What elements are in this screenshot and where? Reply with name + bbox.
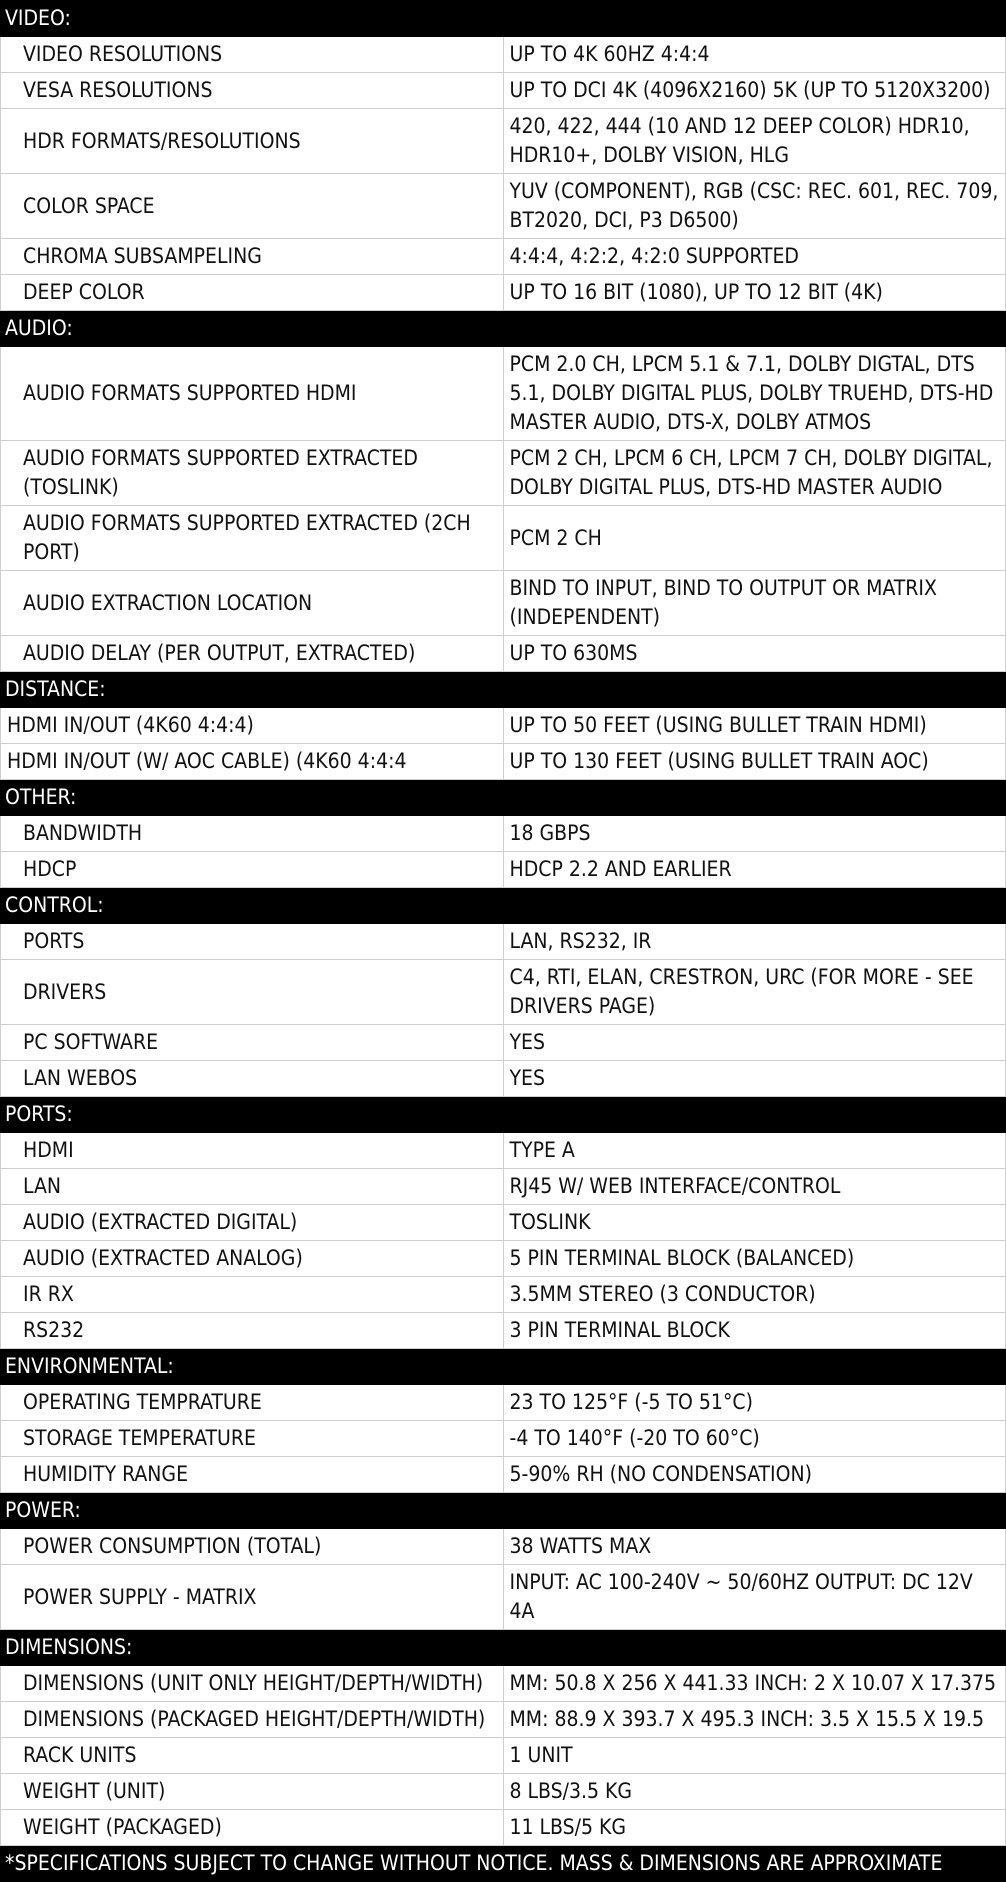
section-header [1, 780, 1006, 816]
spec-value: UP TO 4K 60HZ 4:4:4 [503, 37, 1006, 73]
spec-label: DIMENSIONS (UNIT ONLY HEIGHT/DEPTH/WIDTH) [1, 1666, 504, 1702]
spec-value: 3 PIN TERMINAL BLOCK [503, 1313, 1006, 1349]
section-header [1, 1349, 1006, 1385]
spec-value: TYPE A [503, 1133, 1006, 1169]
spec-label: PC SOFTWARE [1, 1025, 504, 1061]
spec-label: WEIGHT (UNIT) [1, 1774, 504, 1810]
spec-value: HDCP 2.2 AND EARLIER [503, 852, 1006, 888]
spec-row [1, 347, 1006, 441]
spec-row [1, 571, 1006, 636]
spec-value: PCM 2 CH [503, 506, 1006, 571]
spec-label: RS232 [1, 1313, 504, 1349]
spec-row [1, 1133, 1006, 1169]
spec-value: 23 TO 125°F (-5 TO 51°C) [503, 1385, 1006, 1421]
section-title: ENVIRONMENTAL: [1, 1349, 1006, 1385]
spec-row [1, 1565, 1006, 1630]
spec-label: COLOR SPACE [1, 174, 504, 239]
spec-row [1, 1385, 1006, 1421]
spec-label: PORTS [1, 924, 504, 960]
spec-value: UP TO 50 FEET (USING BULLET TRAIN HDMI) [503, 708, 1006, 744]
spec-row [1, 1774, 1006, 1810]
spec-row [1, 441, 1006, 506]
spec-label: LAN WEBOS [1, 1061, 504, 1097]
spec-value: MM: 88.9 X 393.7 X 495.3 INCH: 3.5 X 15.5 X 19.5 [503, 1702, 1006, 1738]
spec-row [1, 1529, 1006, 1565]
spec-value: LAN, RS232, IR [503, 924, 1006, 960]
section-title: OTHER: [1, 780, 1006, 816]
spec-value: 18 GBPS [503, 816, 1006, 852]
section-header [1, 888, 1006, 924]
spec-label: VESA RESOLUTIONS [1, 73, 504, 109]
spec-label: HDMI [1, 1133, 504, 1169]
spec-row [1, 1277, 1006, 1313]
spec-value: C4, RTI, ELAN, CRESTRON, URC (FOR MORE - SEE DRIVERS PAGE) [503, 960, 1006, 1025]
spec-row [1, 506, 1006, 571]
spec-row [1, 109, 1006, 174]
spec-value: 5 PIN TERMINAL BLOCK (BALANCED) [503, 1241, 1006, 1277]
spec-row [1, 1702, 1006, 1738]
spec-label: POWER CONSUMPTION (TOTAL) [1, 1529, 504, 1565]
spec-value: -4 TO 140°F (-20 TO 60°C) [503, 1421, 1006, 1457]
spec-label: DIMENSIONS (PACKAGED HEIGHT/DEPTH/WIDTH) [1, 1702, 504, 1738]
footer-row [1, 1846, 1006, 1882]
spec-label: AUDIO FORMATS SUPPORTED EXTRACTED (2CH PORT) [1, 506, 504, 571]
spec-value: MM: 50.8 X 256 X 441.33 INCH: 2 X 10.07 X 17.375 [503, 1666, 1006, 1702]
spec-value: TOSLINK [503, 1205, 1006, 1241]
spec-row [1, 1241, 1006, 1277]
spec-value: 38 WATTS MAX [503, 1529, 1006, 1565]
section-header [1, 1, 1006, 37]
spec-label: HDR FORMATS/RESOLUTIONS [1, 109, 504, 174]
spec-table-body [1, 1, 1006, 1882]
spec-label: HDCP [1, 852, 504, 888]
spec-value: PCM 2 CH, LPCM 6 CH, LPCM 7 CH, DOLBY DIGITAL, DOLBY DIGITAL PLUS, DTS-HD MASTER AUDIO [503, 441, 1006, 506]
spec-value: 4:4:4, 4:2:2, 4:2:0 SUPPORTED [503, 239, 1006, 275]
spec-row [1, 960, 1006, 1025]
spec-value: INPUT: AC 100-240V ~ 50/60HZ OUTPUT: DC 12V 4A [503, 1565, 1006, 1630]
spec-label: DEEP COLOR [1, 275, 504, 311]
spec-label: AUDIO EXTRACTION LOCATION [1, 571, 504, 636]
section-header [1, 1630, 1006, 1666]
spec-value: PCM 2.0 CH, LPCM 5.1 & 7.1, DOLBY DIGTAL, DTS 5.1, DOLBY DIGITAL PLUS, DOLBY TRUEHD, DTS-HD MASTER AUDIO, DTS-X, DOLBY ATMOS [503, 347, 1006, 441]
spec-label: AUDIO FORMATS SUPPORTED EXTRACTED (TOSLINK) [1, 441, 504, 506]
spec-value: UP TO 630MS [503, 636, 1006, 672]
spec-label: OPERATING TEMPRATURE [1, 1385, 504, 1421]
spec-row [1, 275, 1006, 311]
spec-row [1, 1421, 1006, 1457]
spec-row [1, 744, 1006, 780]
spec-row [1, 73, 1006, 109]
spec-row [1, 1738, 1006, 1774]
spec-value: YES [503, 1025, 1006, 1061]
section-title: DISTANCE: [1, 672, 1006, 708]
spec-row [1, 852, 1006, 888]
spec-label: WEIGHT (PACKAGED) [1, 1810, 504, 1846]
spec-label: DRIVERS [1, 960, 504, 1025]
spec-row [1, 816, 1006, 852]
spec-label: HDMI IN/OUT (W/ AOC CABLE) (4K60 4:4:4 [1, 744, 504, 780]
spec-row [1, 636, 1006, 672]
spec-row [1, 708, 1006, 744]
spec-row [1, 1025, 1006, 1061]
spec-row [1, 1313, 1006, 1349]
spec-value: 420, 422, 444 (10 AND 12 DEEP COLOR) HDR10, HDR10+, DOLBY VISION, HLG [503, 109, 1006, 174]
spec-row [1, 37, 1006, 73]
spec-value: YES [503, 1061, 1006, 1097]
section-header [1, 311, 1006, 347]
spec-label: HUMIDITY RANGE [1, 1457, 504, 1493]
section-header [1, 1097, 1006, 1133]
spec-label: LAN [1, 1169, 504, 1205]
spec-label: AUDIO (EXTRACTED ANALOG) [1, 1241, 504, 1277]
spec-value: BIND TO INPUT, BIND TO OUTPUT OR MATRIX (INDEPENDENT) [503, 571, 1006, 636]
section-title: AUDIO: [1, 311, 1006, 347]
spec-value: 3.5MM STEREO (3 CONDUCTOR) [503, 1277, 1006, 1313]
section-title: VIDEO: [1, 1, 1006, 37]
spec-label: CHROMA SUBSAMPELING [1, 239, 504, 275]
spec-value: 5-90% RH (NO CONDENSATION) [503, 1457, 1006, 1493]
spec-row [1, 1666, 1006, 1702]
spec-value: YUV (COMPONENT), RGB (CSC: REC. 601, REC. 709, BT2020, DCI, P3 D6500) [503, 174, 1006, 239]
spec-label: IR RX [1, 1277, 504, 1313]
spec-value: RJ45 W/ WEB INTERFACE/CONTROL [503, 1169, 1006, 1205]
spec-row [1, 239, 1006, 275]
spec-row [1, 1169, 1006, 1205]
spec-row [1, 924, 1006, 960]
section-title: POWER: [1, 1493, 1006, 1529]
spec-value: UP TO 16 BIT (1080), UP TO 12 BIT (4K) [503, 275, 1006, 311]
spec-label: STORAGE TEMPERATURE [1, 1421, 504, 1457]
spec-value: 8 LBS/3.5 KG [503, 1774, 1006, 1810]
disclaimer-note: *SPECIFICATIONS SUBJECT TO CHANGE WITHOUT NOTICE. MASS & DIMENSIONS ARE APPROXIMATE [1, 1846, 1006, 1882]
section-title: CONTROL: [1, 888, 1006, 924]
spec-label: AUDIO FORMATS SUPPORTED HDMI [1, 347, 504, 441]
spec-label: AUDIO (EXTRACTED DIGITAL) [1, 1205, 504, 1241]
spec-value: 11 LBS/5 KG [503, 1810, 1006, 1846]
spec-row [1, 1457, 1006, 1493]
section-title: PORTS: [1, 1097, 1006, 1133]
spec-label: RACK UNITS [1, 1738, 504, 1774]
spec-row [1, 174, 1006, 239]
section-header [1, 1493, 1006, 1529]
spec-row [1, 1205, 1006, 1241]
spec-value: UP TO 130 FEET (USING BULLET TRAIN AOC) [503, 744, 1006, 780]
spec-value: 1 UNIT [503, 1738, 1006, 1774]
spec-row [1, 1061, 1006, 1097]
spec-label: BANDWIDTH [1, 816, 504, 852]
spec-label: VIDEO RESOLUTIONS [1, 37, 504, 73]
spec-label: POWER SUPPLY - MATRIX [1, 1565, 504, 1630]
spec-value: UP TO DCI 4K (4096X2160) 5K (UP TO 5120X3200) [503, 73, 1006, 109]
spec-row [1, 1810, 1006, 1846]
section-title: DIMENSIONS: [1, 1630, 1006, 1666]
spec-label: AUDIO DELAY (PER OUTPUT, EXTRACTED) [1, 636, 504, 672]
spec-label: HDMI IN/OUT (4K60 4:4:4) [1, 708, 504, 744]
section-header [1, 672, 1006, 708]
